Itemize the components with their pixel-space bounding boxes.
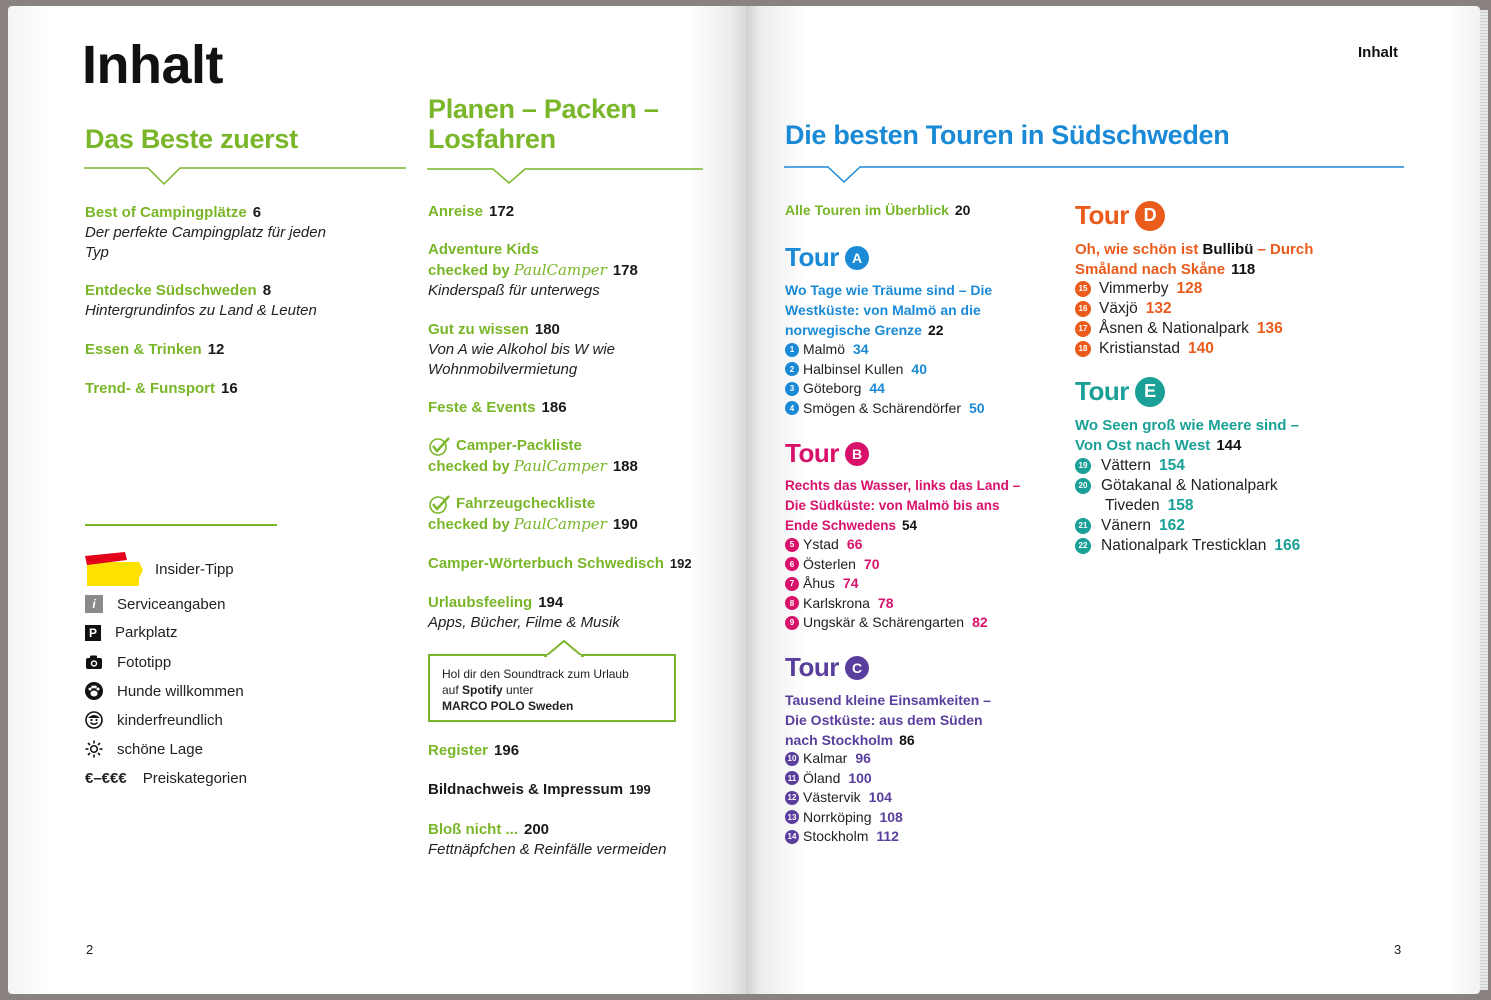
stop-name: Österlen (803, 555, 856, 572)
stop-page: 44 (869, 380, 885, 396)
tour-b-description[interactable] (785, 476, 1045, 536)
tour-desc-bullibu: Bullibü (1202, 241, 1254, 258)
toc-entry[interactable] (428, 436, 708, 477)
tour-stop-continued[interactable] (1075, 496, 1300, 516)
legend-label: kinderfreundlich (117, 711, 223, 729)
tour-b-stops (785, 535, 988, 633)
entry-title: Essen & Trinken (85, 341, 202, 358)
entry-page: 8 (262, 282, 272, 299)
entry-title: Alle Touren im Überblick (785, 202, 949, 218)
entry-subtitle: Von A wie Alkohol bis W wie (428, 341, 616, 358)
stop-number-badge: 5 (785, 538, 799, 552)
tour-desc-line: nach Stockholm (785, 732, 894, 748)
tour-stop[interactable] (785, 399, 985, 419)
tour-stop[interactable] (785, 340, 985, 360)
tour-letter-badge: E (1135, 377, 1165, 407)
entry-page: 192 (669, 556, 692, 571)
legend-item (85, 595, 225, 613)
toc-entry[interactable] (428, 202, 514, 222)
euro-range-icon: €–€€€ (85, 770, 127, 787)
spotify-text: Hol dir den Soundtrack zum Urlaub (442, 667, 629, 681)
checkmark-icon (428, 436, 452, 456)
tour-stop[interactable] (785, 613, 988, 633)
stop-page: 70 (863, 555, 880, 572)
stop-number-badge: 13 (785, 810, 799, 824)
legend-item (85, 711, 223, 729)
stop-name: Vimmerby (1099, 280, 1169, 297)
checked-by: checked by (428, 458, 510, 475)
stop-name: Nationalpark Tresticklan (1101, 537, 1267, 554)
stop-number-badge: 22 (1075, 538, 1091, 554)
entry-page: 54 (902, 518, 918, 533)
toc-entry[interactable] (428, 820, 666, 860)
stop-number-badge: 14 (785, 830, 799, 844)
entry-page: 16 (221, 380, 238, 397)
tour-desc-line: Wo Seen groß wie Meere sind – (1075, 417, 1299, 434)
tour-desc-line: Rechts das Wasser, links das Land – (785, 478, 1021, 493)
entry-title: Feste & Events (428, 399, 536, 416)
spotify-text: auf (442, 683, 459, 697)
stop-number-badge: 1 (785, 343, 799, 357)
entry-page: 194 (538, 594, 564, 611)
checked-by: checked by (428, 516, 510, 533)
tour-stop[interactable] (785, 827, 903, 847)
stop-name: Öland (803, 769, 841, 786)
spotify-box-notch (544, 640, 584, 657)
entry-subtitle: Hintergrundinfos zu Land & Leuten (85, 302, 317, 319)
tour-desc-line: Die Ostküste: aus dem Süden (785, 712, 983, 728)
entry-page: 190 (612, 516, 638, 533)
entry-page: 6 (252, 204, 262, 221)
tour-stop[interactable] (1075, 456, 1300, 476)
stop-name: Halbinsel Kullen (803, 360, 904, 377)
tour-desc-line: Ende Schwedens (785, 518, 897, 533)
running-head: Inhalt (1358, 44, 1398, 61)
legend-label: Parkplatz (115, 624, 178, 641)
stop-page: 132 (1145, 300, 1172, 317)
stop-number-badge: 18 (1075, 341, 1091, 357)
stop-page: 140 (1187, 340, 1214, 357)
entry-page: 188 (612, 458, 638, 475)
smiley-icon (85, 711, 103, 729)
entry-page: 118 (1231, 261, 1256, 278)
legend-label: schöne Lage (117, 740, 203, 758)
section-heading-planen (428, 94, 659, 154)
entry-subtitle: Fettnäpfchen & Reinfälle vermeiden (428, 841, 667, 858)
entry-title: Camper-Wörterbuch Schwedisch (428, 555, 664, 572)
tour-b-heading[interactable] (785, 438, 869, 469)
entry-page: 178 (612, 262, 638, 279)
toc-entry[interactable] (428, 593, 620, 633)
spotify-name: Spotify (462, 683, 503, 697)
stop-number-badge: 15 (1075, 281, 1091, 297)
stop-number-badge: 4 (785, 401, 799, 415)
entry-title: Fahrzeugcheckliste (456, 495, 596, 512)
tour-desc-line: Von Ost nach West (1075, 437, 1211, 454)
stop-name: Vänern (1101, 517, 1151, 534)
stop-name: Ystad (803, 536, 839, 552)
entry-title: Register (428, 742, 489, 759)
toc-entry[interactable] (428, 741, 519, 761)
tour-word: Tour (785, 438, 839, 468)
tour-word: Tour (1075, 376, 1129, 406)
tour-desc-line: Småland nach Skåne (1075, 261, 1226, 278)
stop-number-badge: 21 (1075, 518, 1091, 534)
stop-name: Stockholm (803, 828, 869, 844)
page-title: Inhalt (82, 35, 223, 95)
entry-title: Best of Campingplätze (85, 204, 247, 221)
heading-rule (427, 161, 705, 187)
tour-stop[interactable] (785, 360, 985, 380)
tour-stop[interactable] (785, 749, 903, 769)
paulcamper-logo: PaulCamper (513, 261, 607, 279)
tour-desc-line: Die Südküste: von Malmö bis ans (785, 498, 1000, 513)
stop-name: Åhus (803, 575, 835, 591)
toc-entry[interactable] (428, 240, 708, 301)
tour-desc-line: Westküste: von Malmö an die (785, 302, 981, 318)
entry-title: Adventure Kids (428, 241, 539, 258)
tour-stop[interactable] (1075, 299, 1283, 319)
stop-number-badge: 8 (785, 596, 799, 610)
spotify-box[interactable] (428, 654, 676, 722)
checkmark-icon (428, 494, 452, 514)
entry-page: 199 (629, 782, 651, 797)
legend-item (85, 552, 234, 586)
insider-tipp-icon (85, 552, 143, 586)
entry-title: Gut zu wissen (428, 321, 529, 338)
entry-title: Bloß nicht ... (428, 821, 518, 838)
entry-subtitle: Kinderspaß für unterwegs (428, 282, 600, 299)
stop-number-badge: 2 (785, 362, 799, 376)
tour-stop[interactable] (785, 555, 988, 575)
tour-desc-line: – Durch (1257, 241, 1314, 258)
tour-c-stops (785, 749, 903, 847)
tour-stop[interactable] (1075, 279, 1283, 299)
tour-stop[interactable] (785, 379, 985, 399)
entry-subtitle: Wohnmobilvermietung (428, 361, 578, 378)
tour-e-stops (1075, 456, 1300, 556)
heading-rule (784, 160, 1406, 186)
tour-letter-badge: B (845, 442, 869, 466)
tour-d-description[interactable] (1075, 240, 1375, 280)
entry-subtitle: Apps, Bücher, Filme & Musik (428, 614, 620, 631)
tour-d-stops (1075, 279, 1283, 359)
stop-name: Åsnen & Nationalpark (1099, 320, 1249, 337)
toc-entry[interactable] (85, 340, 224, 360)
entry-page: 12 (207, 341, 225, 358)
page-number-left: 2 (86, 942, 94, 957)
stop-page: 108 (879, 808, 903, 825)
stop-number-badge: 17 (1075, 321, 1091, 337)
toc-entry[interactable] (85, 379, 238, 399)
entry-page: 196 (494, 742, 520, 759)
section-heading-beste: Das Beste zuerst (85, 124, 298, 154)
tour-letter-badge: C (845, 656, 869, 680)
legend-item (85, 770, 247, 787)
stop-page: 66 (846, 536, 863, 552)
camera-icon (85, 653, 103, 671)
parking-icon: P (85, 625, 101, 641)
entry-page: 180 (534, 321, 560, 338)
stop-name: Tiveden (1105, 497, 1160, 514)
stop-name: Västervik (803, 789, 861, 805)
stop-page: 82 (972, 614, 988, 630)
tour-word: Tour (1075, 200, 1129, 230)
tour-e-heading[interactable] (1075, 376, 1165, 407)
stop-number-badge: 19 (1075, 458, 1091, 474)
stop-page: 154 (1158, 457, 1185, 474)
legend-item (85, 740, 203, 758)
legend-label: Hunde willkommen (117, 682, 244, 700)
tour-stop[interactable] (785, 769, 903, 789)
tour-desc-line: norwegische Grenze (785, 322, 922, 338)
tour-letter-badge: D (1135, 201, 1165, 231)
stop-number-badge: 20 (1075, 478, 1091, 494)
tour-d-heading[interactable] (1075, 200, 1165, 231)
tour-stop[interactable] (1075, 536, 1300, 556)
stop-page: 158 (1167, 497, 1194, 514)
stop-page: 104 (868, 789, 892, 805)
stop-page: 50 (968, 399, 985, 416)
stop-number-badge: 10 (785, 752, 799, 766)
tour-stop[interactable] (1075, 516, 1300, 536)
entry-page: 186 (541, 399, 567, 416)
tour-stop[interactable] (1075, 319, 1283, 339)
paulcamper-logo: PaulCamper (513, 457, 607, 475)
page-number-right: 3 (1394, 942, 1402, 957)
checked-by: checked by (428, 262, 510, 279)
tour-e-description[interactable] (1075, 416, 1375, 456)
paw-icon (85, 682, 103, 700)
stop-number-badge: 7 (785, 577, 799, 591)
info-icon: i (85, 595, 103, 613)
stop-name: Malmö (803, 341, 846, 357)
tour-a-heading[interactable] (785, 242, 869, 273)
stop-name: Norrköping (803, 808, 872, 825)
toc-entry[interactable] (428, 780, 651, 800)
toc-entry[interactable] (428, 554, 692, 574)
stop-page: 128 (1176, 280, 1203, 297)
entry-page: 22 (927, 322, 944, 338)
entry-title: Bildnachweis & Impressum (428, 781, 624, 798)
tours-heading: Die besten Touren in Südschweden (785, 120, 1230, 150)
stop-name: Vättern (1101, 457, 1151, 474)
tour-stop[interactable] (785, 594, 988, 614)
entry-page: 172 (489, 203, 515, 220)
stop-page: 100 (848, 769, 872, 786)
spotify-text: unter (506, 683, 534, 697)
stop-number-badge: 16 (1075, 301, 1091, 317)
entry-page: 86 (899, 732, 915, 748)
tour-word: Tour (785, 242, 839, 272)
stop-page: 112 (876, 828, 899, 844)
legend-rule (85, 524, 277, 526)
stop-page: 96 (855, 750, 871, 766)
toc-entry[interactable] (428, 398, 567, 418)
legend-label: Serviceangaben (117, 595, 226, 613)
tour-c-heading[interactable] (785, 652, 869, 683)
tour-stop[interactable] (785, 788, 903, 808)
stop-page: 162 (1158, 517, 1185, 534)
tour-letter-badge: A (845, 246, 869, 270)
legend-item (85, 653, 171, 671)
entry-title: Camper-Packliste (456, 437, 582, 454)
sun-icon (85, 740, 103, 758)
tour-desc-line: Tausend kleine Einsamkeiten – (785, 692, 991, 708)
stop-name: Ungskär & Schärengarten (803, 614, 965, 630)
stop-page: 40 (911, 360, 927, 377)
stop-number-badge: 9 (785, 616, 799, 630)
entry-page: 144 (1216, 437, 1242, 454)
legend-label: Preiskategorien (142, 770, 247, 787)
stop-number-badge: 12 (785, 791, 799, 805)
spotify-playlist: MARCO POLO Sweden (442, 699, 574, 713)
toc-entry[interactable] (428, 320, 688, 380)
legend-label: Insider-Tipp (155, 560, 234, 578)
stop-page: 74 (842, 575, 859, 591)
tour-desc-line: Wo Tage wie Träume sind – Die (785, 282, 993, 298)
overview-entry[interactable] (785, 202, 970, 218)
toc-entry[interactable] (85, 281, 385, 321)
entry-page: 200 (524, 821, 550, 838)
paulcamper-logo: PaulCamper (513, 515, 607, 533)
legend-item (85, 624, 178, 641)
entry-title: Entdecke Südschweden (85, 282, 257, 299)
stop-page: 136 (1256, 320, 1283, 337)
tour-stop[interactable] (785, 808, 903, 828)
toc-entry[interactable] (85, 203, 385, 263)
tour-stop[interactable] (1075, 339, 1283, 359)
toc-entry[interactable] (428, 494, 708, 535)
stop-page: 78 (877, 594, 894, 611)
stop-name: Kristianstad (1099, 340, 1180, 357)
stop-name: Smögen & Schärendörfer (803, 399, 961, 416)
entry-subtitle: Der perfekte Campingplatz für jeden Typ (85, 224, 326, 261)
tour-stop[interactable] (785, 574, 988, 594)
stop-page: 34 (853, 341, 869, 357)
stop-number-badge: 6 (785, 557, 799, 571)
tour-c-description[interactable] (785, 690, 1025, 750)
tour-a-description[interactable] (785, 280, 1025, 340)
stop-name: Göteborg (803, 380, 862, 396)
stop-name: Karlskrona (803, 594, 870, 611)
page-edges (1480, 10, 1488, 990)
entry-title: Trend- & Funsport (85, 380, 215, 397)
stop-name: Växjö (1099, 300, 1138, 317)
stop-number-badge: 11 (785, 771, 799, 785)
stop-page: 166 (1274, 537, 1301, 554)
stop-name: Kalmar (803, 750, 848, 766)
entry-title: Urlaubsfeeling (428, 594, 533, 611)
tour-a-stops (785, 340, 985, 418)
heading-rule (84, 162, 408, 188)
tour-stop[interactable] (785, 535, 988, 555)
heading-line: Losfahren (428, 124, 556, 154)
entry-page: 20 (954, 202, 971, 218)
tour-word: Tour (785, 652, 839, 682)
legend-label: Fototipp (117, 653, 172, 671)
legend-item (85, 682, 244, 700)
stop-name: Götakanal & Nationalpark (1101, 477, 1278, 494)
tour-desc-line: Oh, wie schön ist (1075, 241, 1199, 258)
heading-line: Planen – Packen – (428, 94, 659, 124)
tour-stop[interactable] (1075, 476, 1300, 496)
stop-number-badge: 3 (785, 382, 799, 396)
entry-title: Anreise (428, 203, 484, 220)
